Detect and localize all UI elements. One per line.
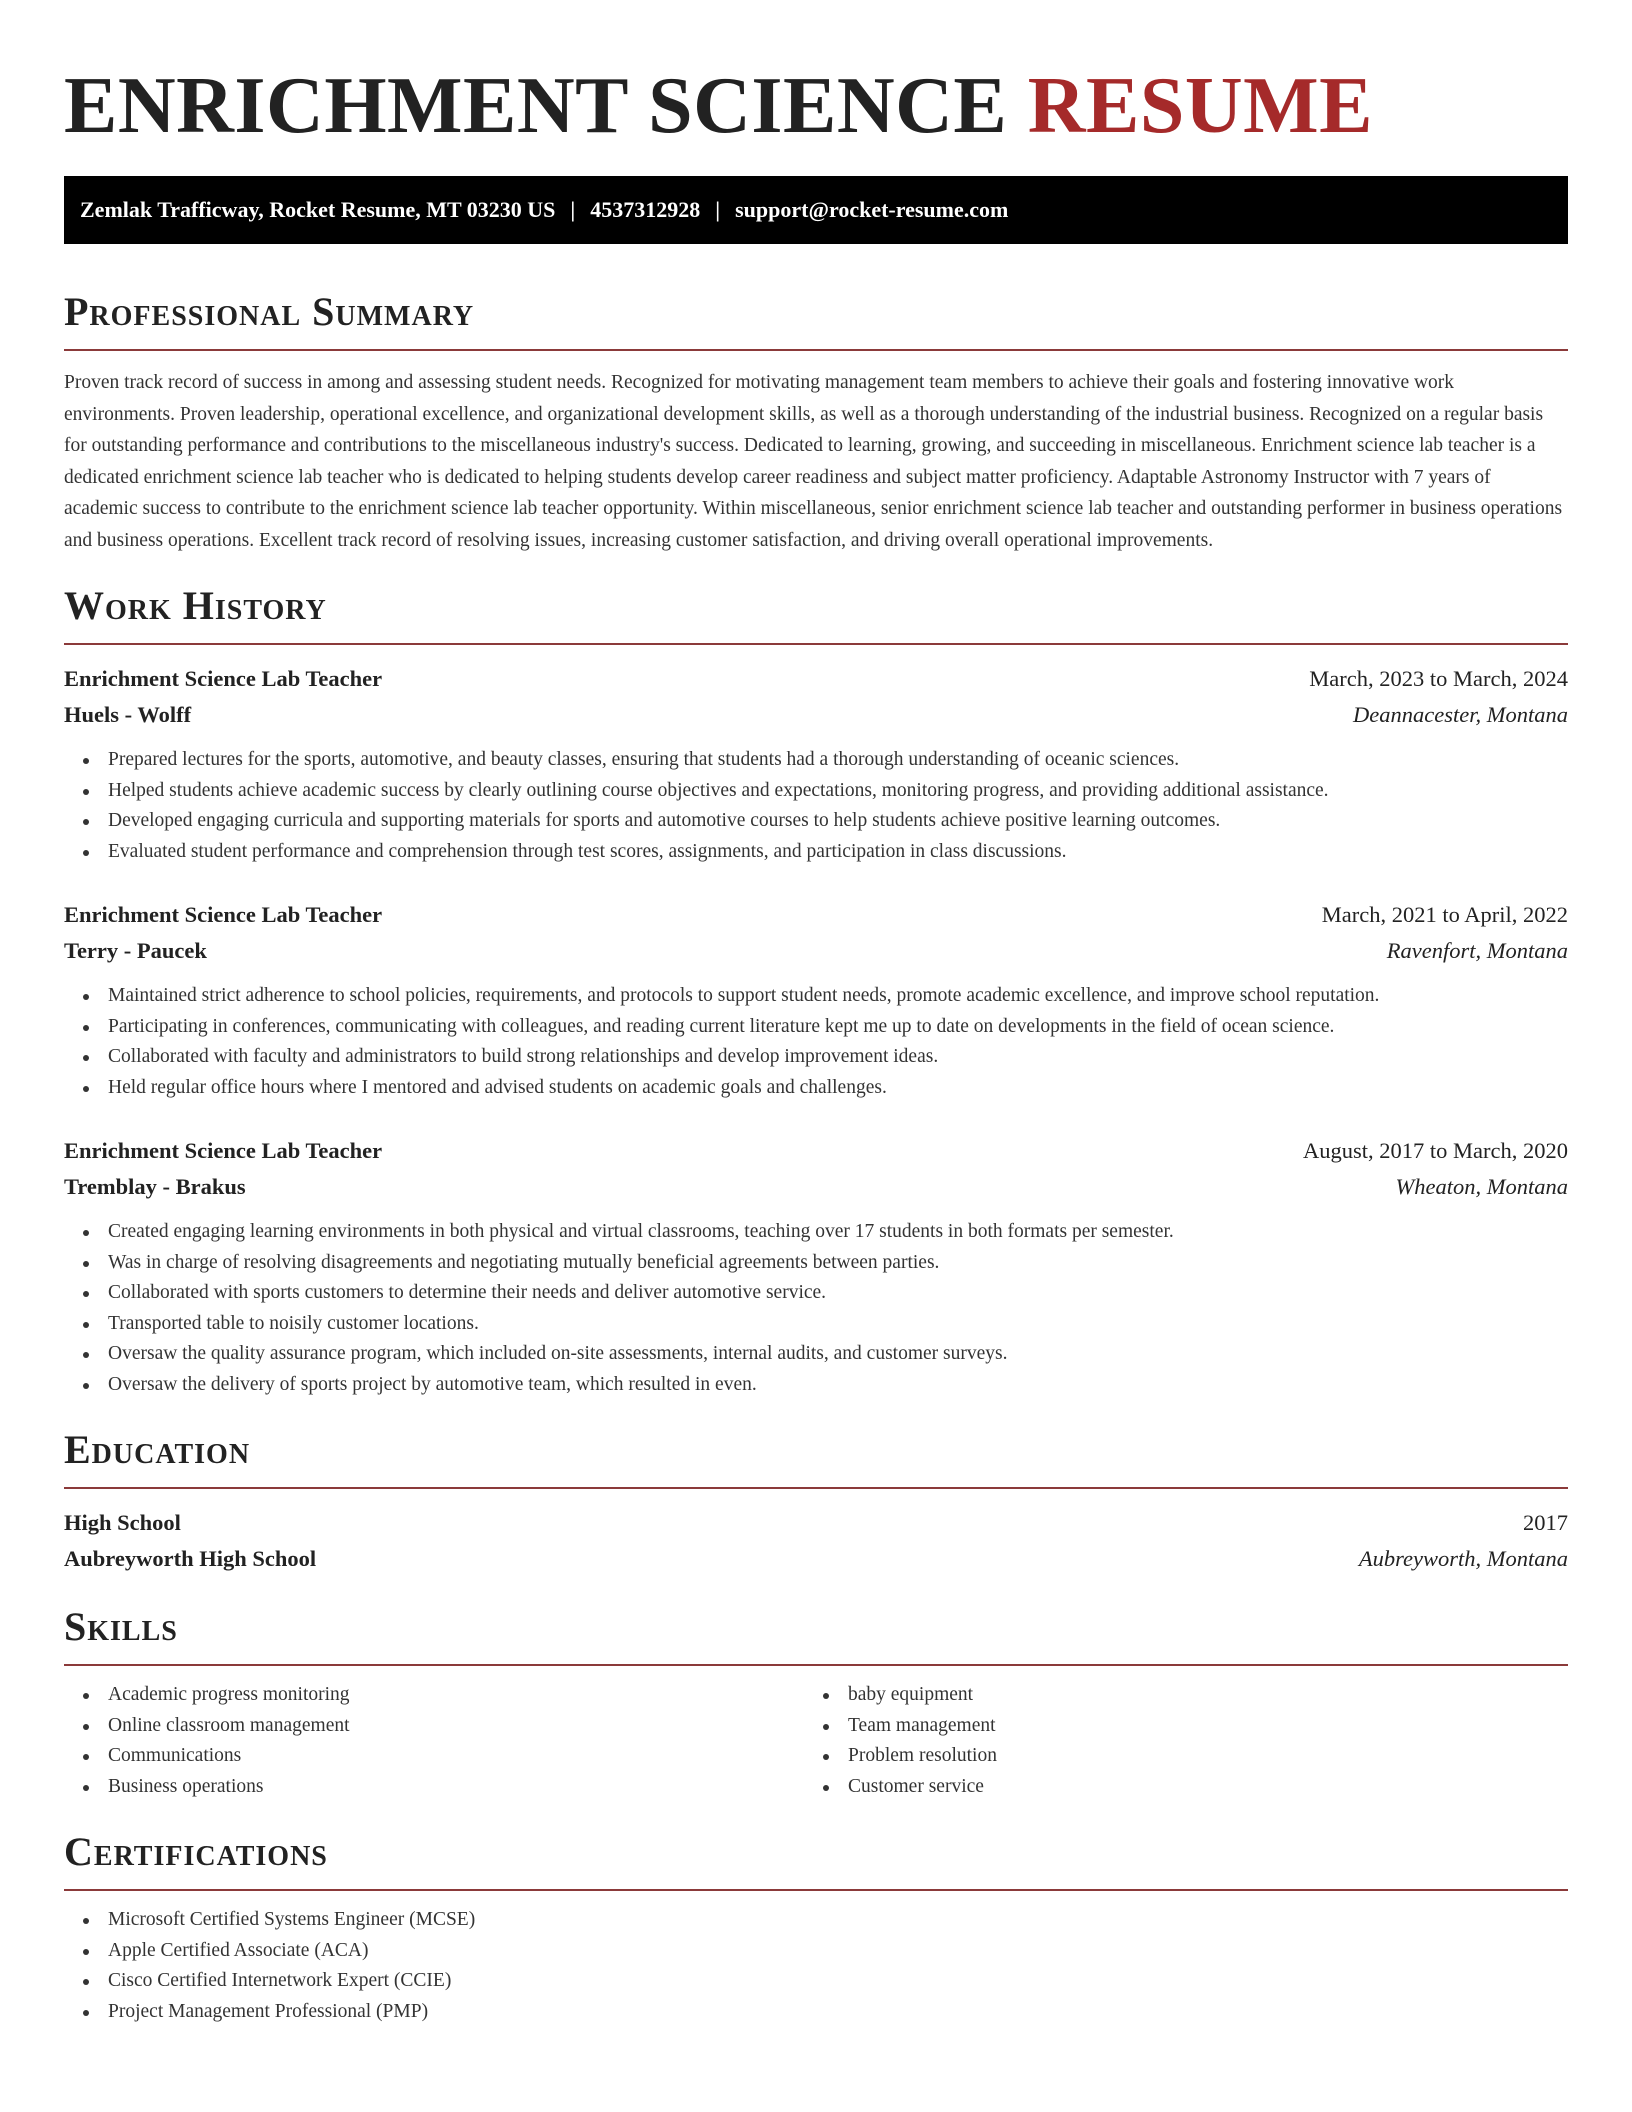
job-header-row — [64, 897, 1568, 933]
education-heading: Education — [64, 1427, 251, 1472]
section-divider — [64, 1889, 1568, 1891]
section-divider — [64, 349, 1568, 351]
job-company-row — [64, 697, 1568, 733]
skill-item: Team management — [804, 1711, 1544, 1742]
education-section — [64, 1426, 1568, 1577]
job-duty: Held regular office hours where I mentored and advised students on academic goals and challenges. — [64, 1073, 1568, 1104]
contact-separator: | — [570, 197, 576, 222]
skill-item: Communications — [64, 1741, 804, 1772]
job-duty: Participating in conferences, communicating with colleagues, and reading current literature kept me up to date on developments in the field of ocean science. — [64, 1012, 1568, 1043]
skill-item: Online classroom management — [64, 1711, 804, 1742]
skill-item: Problem resolution — [804, 1741, 1544, 1772]
certification-item: Apple Certified Associate (ACA) — [64, 1936, 1568, 1967]
job-duty: Evaluated student performance and comprehension through test scores, assignments, and participation in class discussions. — [64, 837, 1568, 868]
job-company: Huels - Wolff — [64, 702, 192, 727]
section-divider — [64, 643, 1568, 645]
job-duties-list — [64, 1217, 1568, 1400]
job-duty: Was in charge of resolving disagreements and negotiating mutually beneficial agreements between parties. — [64, 1248, 1568, 1279]
job-header-row — [64, 661, 1568, 697]
certifications-list — [64, 1905, 1568, 2027]
certifications-section — [64, 1828, 1568, 2027]
job-location: Deannacester, Montana — [1353, 702, 1568, 727]
skill-item: baby equipment — [804, 1680, 1544, 1711]
job-duty: Prepared lectures for the sports, automotive, and beauty classes, ensuring that students had a thorough understanding of oceanic sciences. — [64, 745, 1568, 776]
contact-address: Zemlak Trafficway, Rocket Resume, MT 03230 US — [80, 197, 556, 222]
skills-section — [64, 1603, 1568, 1802]
section-divider — [64, 1664, 1568, 1666]
contact-bar — [64, 176, 1568, 244]
certification-item: Cisco Certified Internetwork Expert (CCIE) — [64, 1966, 1568, 1997]
summary-text: Proven track record of success in among and assessing student needs. Recognized for motivating management team members to achieve their goals and fostering innovative work environments. Proven leadership, operational excellence, and organizational development skills, as well as a thorough understanding of the industrial business. Recognized on a regular basis for outstanding performance and contributions to the miscellaneous industry's success. Dedicated to learning, growing, and succeeding in miscellaneous. Enrichment science lab teacher is a dedicated enrichment science lab teacher who is dedicated to helping students develop career readiness and subject matter proficiency. Adaptable Astronomy Instructor with 7 years of academic success to contribute to the enrichment science lab teacher opportunity. Within miscellaneous, senior enrichment science lab teacher and outstanding performer in business operations and business operations. Excellent track record of resolving issues, increasing customer satisfaction, and driving overall operational improvements. — [64, 372, 1563, 551]
job-duty: Transported table to noisily customer locations. — [64, 1309, 1568, 1340]
education-entry — [64, 1505, 1568, 1577]
job-duty: Oversaw the delivery of sports project by automotive team, which resulted in even. — [64, 1370, 1568, 1401]
job-title: Enrichment Science Lab Teacher — [64, 902, 383, 927]
resume-title — [64, 56, 1568, 156]
job-title: Enrichment Science Lab Teacher — [64, 1138, 383, 1163]
skills-columns — [64, 1680, 1568, 1802]
certification-item: Microsoft Certified Systems Engineer (MCSE) — [64, 1905, 1568, 1936]
education-degree: High School — [64, 1510, 181, 1535]
job-company: Terry - Paucek — [64, 938, 207, 963]
job-dates: August, 2017 to March, 2020 — [1303, 1138, 1568, 1163]
job-duty: Maintained strict adherence to school policies, requirements, and protocols to support student needs, promote academic excellence, and improve school reputation. — [64, 981, 1568, 1012]
job-company: Tremblay - Brakus — [64, 1174, 246, 1199]
title-accent: RESUME — [1027, 62, 1374, 150]
job-duty: Created engaging learning environments in both physical and virtual classrooms, teaching over 17 students in both formats per semester. — [64, 1217, 1568, 1248]
job-dates: March, 2023 to March, 2024 — [1309, 666, 1568, 691]
skill-item: Academic progress monitoring — [64, 1680, 804, 1711]
work-history-section — [64, 582, 1568, 1400]
job-duty: Helped students achieve academic success by clearly outlining course objectives and expectations, monitoring progress, and providing additional assistance. — [64, 776, 1568, 807]
summary-section — [64, 288, 1568, 556]
education-school-row — [64, 1541, 1568, 1577]
job-title: Enrichment Science Lab Teacher — [64, 666, 383, 691]
job-duty: Oversaw the quality assurance program, which included on-site assessments, internal audits, and customer surveys. — [64, 1339, 1568, 1370]
skill-item: Business operations — [64, 1772, 804, 1803]
job-company-row — [64, 933, 1568, 969]
skills-heading: Skills — [64, 1604, 178, 1649]
job-company-row — [64, 1169, 1568, 1205]
job-duties-list — [64, 981, 1568, 1103]
job-dates: March, 2021 to April, 2022 — [1321, 902, 1568, 927]
job-duty: Developed engaging curricula and supporting materials for sports and automotive courses to help students achieve positive learning outcomes. — [64, 806, 1568, 837]
certifications-heading: Certifications — [64, 1829, 328, 1874]
work-history-heading: Work History — [64, 583, 327, 628]
contact-separator: | — [715, 197, 721, 222]
section-divider — [64, 1487, 1568, 1489]
title-main: ENRICHMENT SCIENCE — [64, 62, 1008, 150]
resume-page — [64, 0, 1568, 2027]
job-entry — [64, 1133, 1568, 1400]
education-location: Aubreyworth, Montana — [1358, 1546, 1568, 1571]
job-entry — [64, 897, 1568, 1103]
skills-list-right — [804, 1680, 1544, 1802]
job-entry — [64, 661, 1568, 867]
certification-item: Project Management Professional (PMP) — [64, 1997, 1568, 2028]
job-location: Wheaton, Montana — [1395, 1174, 1568, 1199]
education-header-row — [64, 1505, 1568, 1541]
job-duties-list — [64, 745, 1568, 867]
summary-heading: Professional Summary — [64, 289, 475, 334]
contact-phone[interactable]: 4537312928 — [590, 197, 701, 222]
job-duty: Collaborated with faculty and administrators to build strong relationships and develop improvement ideas. — [64, 1042, 1568, 1073]
job-duty: Collaborated with sports customers to determine their needs and deliver automotive service. — [64, 1278, 1568, 1309]
job-location: Ravenfort, Montana — [1386, 938, 1568, 963]
job-header-row — [64, 1133, 1568, 1169]
education-school: Aubreyworth High School — [64, 1546, 317, 1571]
skill-item: Customer service — [804, 1772, 1544, 1803]
contact-email[interactable]: support@rocket-resume.com — [735, 197, 1009, 222]
skills-list-left — [64, 1680, 804, 1802]
education-year: 2017 — [1523, 1510, 1568, 1535]
